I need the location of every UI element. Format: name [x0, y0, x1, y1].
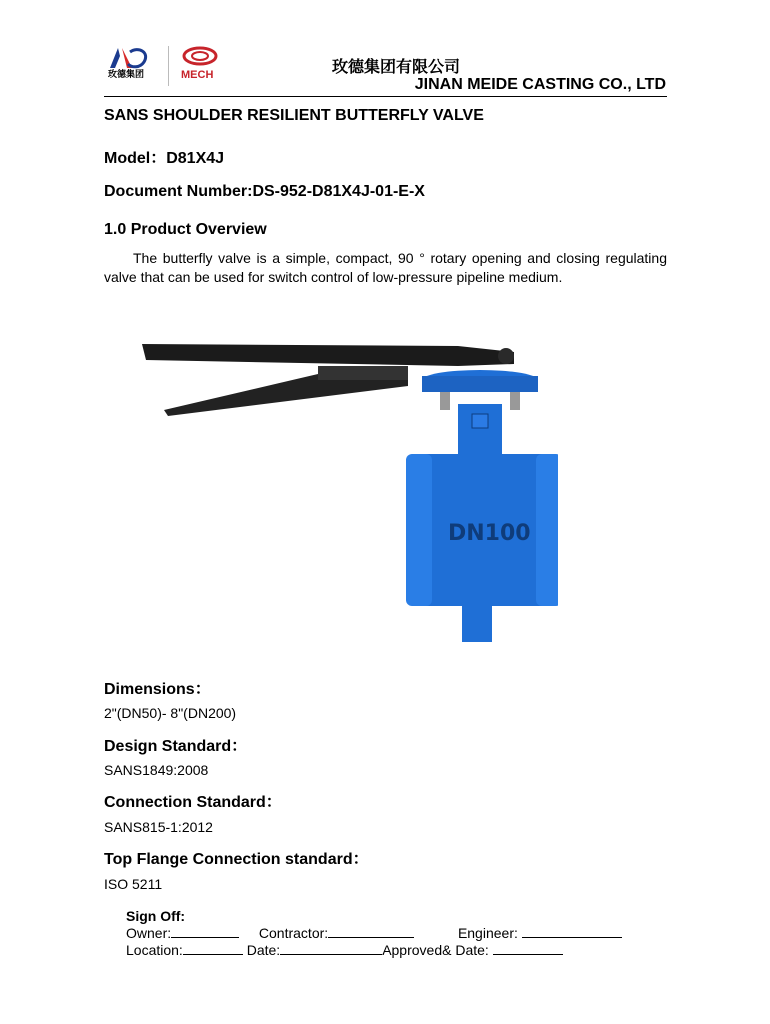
approved-field[interactable] [493, 942, 563, 955]
overview-heading: 1.0 Product Overview [104, 221, 267, 238]
location-label: Location: [126, 942, 183, 958]
approved-label: Approved& Date: [382, 942, 489, 958]
engineer-label: Engineer: [457, 925, 518, 941]
mech-logo [172, 44, 228, 84]
overview-text: The butterfly valve is a simple, compact, 90 ° rotary opening and closing regulating valve that can be used for switch control of low-pressure pipeline medium. [104, 250, 667, 285]
top-flange-heading: Top Flange Connection standard： [104, 851, 369, 868]
engineer-field[interactable] [522, 925, 622, 938]
design-standard-heading: Design Standard： [104, 738, 248, 755]
connection-standard-value: SANS815-1:2012 [104, 819, 213, 835]
butterfly-valve-image [138, 330, 558, 650]
signoff-block [126, 908, 622, 959]
location-field[interactable] [183, 942, 243, 955]
dimensions-value: 2"(DN50)- 8"(DN200) [104, 705, 237, 721]
company-name-cn: 玫德集团有限公司 [331, 57, 460, 76]
design-standard-value: SANS1849:2008 [104, 762, 209, 778]
model-line: Model：D81X4J [104, 150, 225, 167]
top-flange-value: ISO 5211 [104, 876, 163, 892]
date-field[interactable] [280, 942, 382, 955]
dimensions-heading: Dimensions： [104, 681, 211, 698]
signoff-title: Sign Off: [126, 908, 186, 924]
valve-body-marking: DN100 [448, 521, 531, 546]
logo2-text: MECH [181, 69, 214, 81]
company-name-en: JINAN MEIDE CASTING CO., LTD [414, 76, 666, 93]
signoff-row-2 [126, 942, 622, 959]
meide-group-logo [104, 44, 160, 84]
signoff-row-1 [126, 925, 622, 942]
owner-label: Owner: [126, 925, 172, 941]
document-number: Document Number:DS-952-D81X4J-01-E-X [104, 183, 425, 200]
owner-field[interactable] [171, 925, 239, 938]
logo-divider [168, 46, 169, 86]
contractor-label: Contractor: [258, 925, 329, 941]
date-label: Date: [246, 942, 281, 958]
header-rule [104, 96, 667, 97]
logo1-text: 玫德集团 [108, 70, 145, 80]
contractor-field[interactable] [328, 925, 414, 938]
document-title: SANS SHOULDER RESILIENT BUTTERFLY VALVE [104, 107, 484, 124]
connection-standard-heading: Connection Standard： [104, 794, 282, 811]
